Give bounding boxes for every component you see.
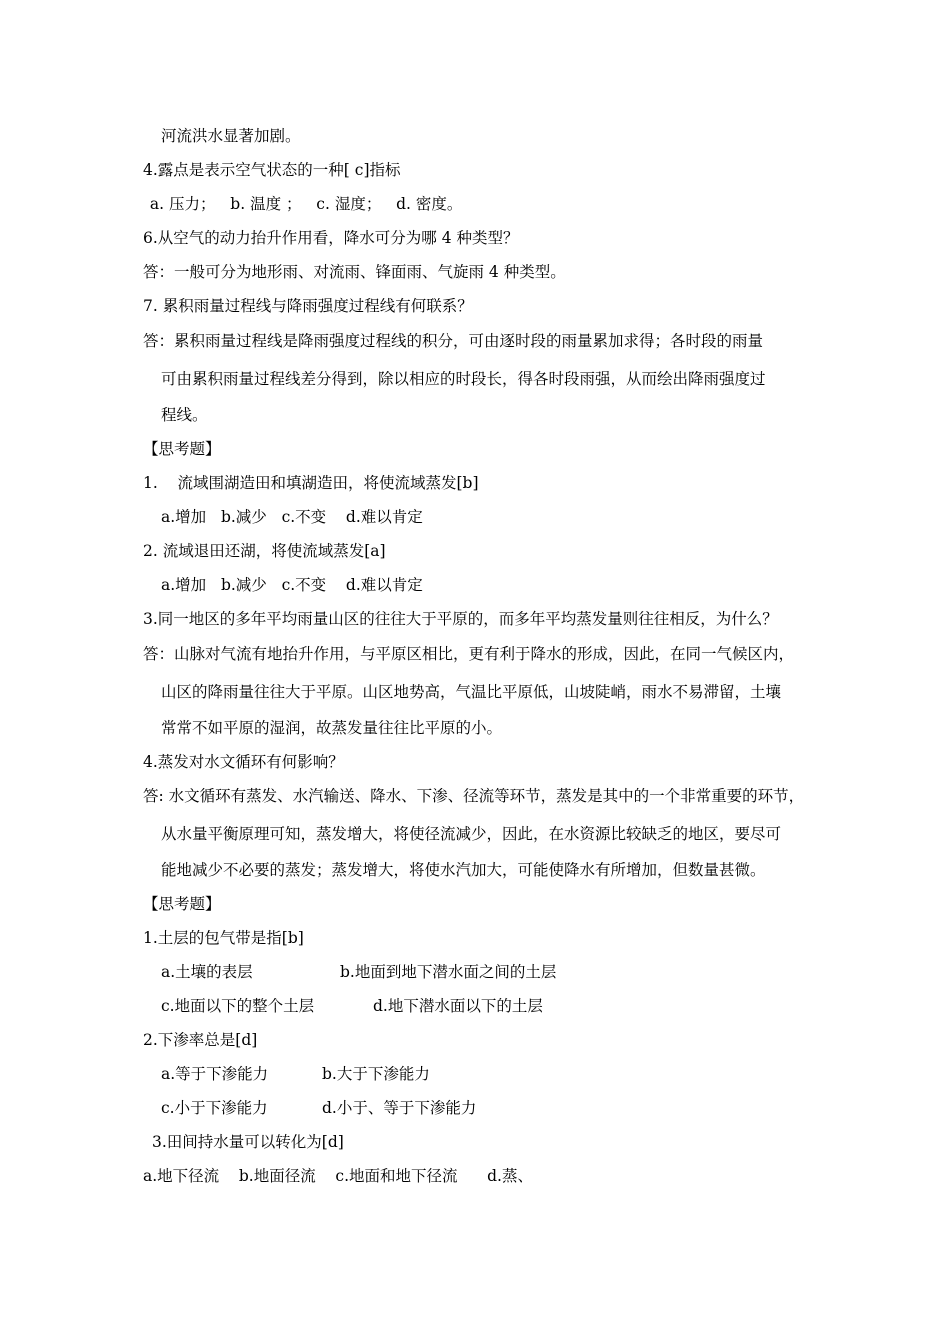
question-line: 4.露点是表示空气状态的一种[ c]指标 [143, 161, 401, 179]
option-c: c.小于下渗能力 [161, 1099, 268, 1117]
answer-line: 答：山脉对气流有地抬升作用，与平原区相比，更有利于降水的形成，因此，在同一气候区内， [143, 645, 795, 663]
question-line: 3.同一地区的多年平均雨量山区的往往大于平原的，而多年平均蒸发量则往往相反，为什么？ [143, 610, 778, 628]
option-a: a.土壤的表层 [161, 963, 253, 981]
question-line: 1.土层的包气带是指[b] [143, 929, 304, 947]
answer-line: 答：累积雨量过程线是降雨强度过程线的积分，可由逐时段的雨量累加求得；各时段的雨量 [143, 332, 764, 350]
option-a: a.等于下渗能力 [161, 1065, 269, 1083]
answer-line: 能地减少不必要的蒸发；蒸发增大，将使水汽加大，可能使降水有所增加，但数量甚微。 [161, 861, 766, 879]
answer-line: 答: 水文循环有蒸发、水汽输送、降水、下渗、径流等环节，蒸发是其中的一个非常重要的环节， [143, 787, 805, 805]
options-line: a.增加 b.减少 c.不变 d.难以肯定 [161, 508, 423, 526]
section-heading: 【思考题】 [143, 440, 221, 458]
answer-line: 山区的降雨量往往大于平原。山区地势高，气温比平原低，山坡陡峭，雨水不易滞留，土壤 [161, 683, 782, 701]
option-b: b.大于下渗能力 [322, 1065, 430, 1083]
question-line: 2.下渗率总是[d] [143, 1031, 258, 1049]
question-line: 1. 流域围湖造田和填湖造田，将使流域蒸发[b] [143, 474, 479, 492]
options-line: a.增加 b.减少 c.不变 d.难以肯定 [161, 576, 423, 594]
question-line: 6.从空气的动力抬升作用看，降水可分为哪 4 种类型？ [143, 229, 519, 247]
answer-line: 答：一般可分为地形雨、对流雨、锋面雨、气旋雨 4 种类型。 [143, 263, 566, 281]
question-line: 2. 流域退田还湖，将使流域蒸发[a] [143, 542, 386, 560]
option-c: c.地面以下的整个土层 [161, 997, 315, 1015]
options-line: a. 压力； b. 温度 ； c. 湿度； d. 密度。 [145, 195, 463, 213]
option-b: b.地面到地下潜水面之间的土层 [340, 963, 557, 981]
answer-line: 可由累积雨量过程线差分得到，除以相应的时段长，得各时段雨强，从而绘出降雨强度过 [161, 370, 766, 388]
options-line: a.地下径流 b.地面径流 c.地面和地下径流 d.蒸、 [143, 1167, 533, 1185]
answer-line: 常常不如平原的湿润，故蒸发量往往比平原的小。 [161, 719, 503, 737]
text-line: 河流洪水显著加剧。 [161, 127, 301, 145]
answer-line: 从水量平衡原理可知，蒸发增大，将使径流减少，因此，在水资源比较缺乏的地区，要尽可 [161, 825, 782, 843]
question-line: 3.田间持水量可以转化为[d] [152, 1133, 344, 1151]
section-heading: 【思考题】 [143, 895, 221, 913]
option-d: d.小于、等于下渗能力 [322, 1099, 477, 1117]
question-line: 7. 累积雨量过程线与降雨强度过程线有何联系？ [143, 297, 473, 315]
question-line: 4.蒸发对水文循环有何影响？ [143, 753, 344, 771]
option-d: d.地下潜水面以下的土层 [373, 997, 543, 1015]
answer-line: 程线。 [161, 406, 208, 424]
